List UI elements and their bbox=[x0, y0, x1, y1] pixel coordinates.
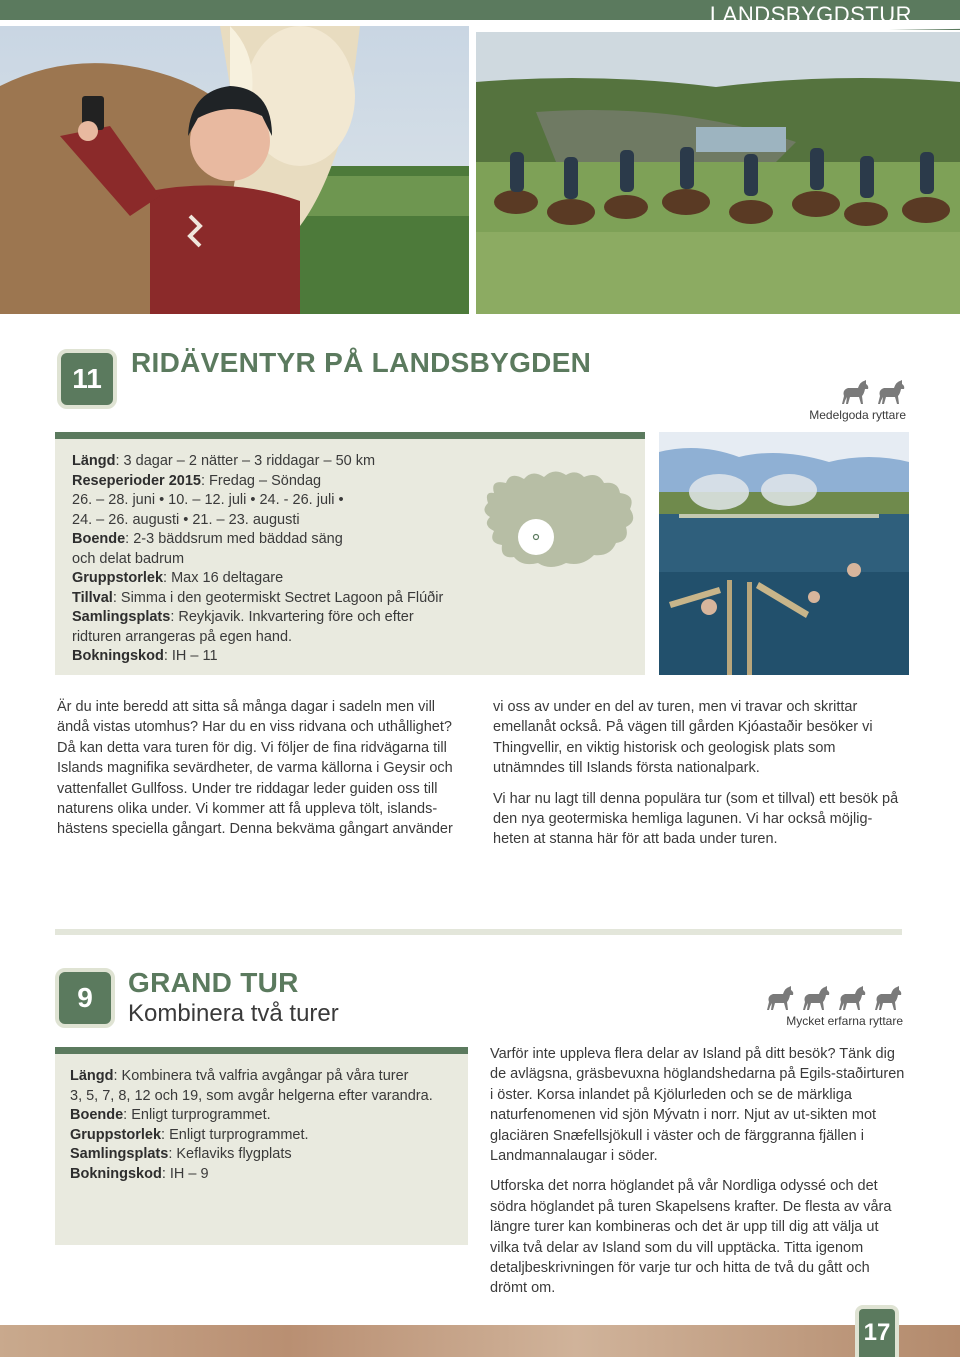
info-label: Tillval bbox=[72, 589, 113, 606]
info-line bbox=[72, 569, 492, 589]
info-label: Gruppstorlek bbox=[72, 570, 164, 586]
info-line bbox=[70, 1106, 465, 1126]
info-label: Bokningskod bbox=[72, 648, 164, 664]
footer-band bbox=[0, 1325, 960, 1357]
tour-info-box bbox=[55, 432, 645, 675]
photo-geothermal-lagoon bbox=[659, 432, 909, 675]
info-value: 26. – 28. juni • 10. – 12. juli • 24. - 26. juli • bbox=[72, 492, 344, 508]
info-value: : IH – 9 bbox=[161, 1165, 209, 1182]
tour-description-right bbox=[493, 697, 903, 850]
info-line bbox=[72, 550, 492, 570]
horse-icon bbox=[799, 984, 831, 1014]
info-value: : IH – 11 bbox=[163, 648, 218, 664]
info-line bbox=[70, 1145, 465, 1165]
paragraph: Vi har nu lagt till denna populära tur (som et tillval) ett besök på den nya geotermiska hemliga lagunen. Vi har också möjlig-heten at stanna här för att bada under turen. bbox=[493, 790, 899, 848]
info-line bbox=[72, 511, 492, 531]
section-divider bbox=[55, 929, 902, 935]
info-value: ridturen arrangeras på egen hand. bbox=[72, 628, 293, 645]
paragraph: Utforska det norra höglandet på vår Nordliga odyssé och det södra höglandet på turen Skapelsens krafter. De flesta av våra längre turer kan kombineras och det är upp till dig att välja ut vilka två delar av Island som du vill upptäcka. Titta igenom detaljbeskrivningen för varje tur och hitta de två du gått och drömt om. bbox=[490, 1178, 892, 1297]
info-label: Boende bbox=[70, 1107, 124, 1123]
difficulty-label: Mycket erfarna ryttare bbox=[786, 1014, 903, 1028]
info-value: : Kombinera två valfria avgångar på våra turer bbox=[113, 1068, 409, 1084]
info-label: Samlingsplats bbox=[72, 609, 171, 625]
info-value: : Enligt turprogrammet. bbox=[161, 1126, 309, 1143]
difficulty-label: Medelgoda ryttare bbox=[809, 408, 906, 422]
tour-title: RIDÄVENTYR PÅ LANDSBYGDEN bbox=[131, 347, 592, 378]
info-value: : 3 dagar – 2 nätter – 3 riddagar – 50 km bbox=[115, 453, 376, 469]
info-label: Bokningskod bbox=[70, 1165, 162, 1182]
info-label: Längd bbox=[72, 453, 116, 469]
info-label: Samlingsplats bbox=[70, 1146, 169, 1162]
info-line bbox=[72, 530, 492, 550]
tour-description-left: Är du inte beredd att sitta så många dagar i sadeln men vill ändå vistas utomhus? Har du en viss ridvana och uthållighet? Då kan detta vara turen för dig. Vi följer de fina ridvägarna till Islands magnifika sevärdheter, de varma källorna i Geysir och vattenfallet Gullfoss. Under tre riddagar leder guiden oss till naturens olika under. Vi kommer att få uppleva tölt, islands-hästens speciella gångart. Denna bekväma gångart använder bbox=[57, 699, 453, 838]
horse-rating bbox=[740, 984, 903, 1014]
info-line bbox=[72, 589, 492, 609]
info-value: : 2-3 bäddsrum med bäddad säng bbox=[125, 531, 343, 547]
info-line bbox=[72, 452, 492, 472]
tour-info-list bbox=[72, 452, 492, 667]
horse-icon bbox=[763, 984, 795, 1014]
tour-subtitle: Kombinera två turer bbox=[128, 1000, 339, 1027]
info-value: och delat badrum bbox=[72, 550, 185, 567]
section-header-title: LANDSBYGDSTUR bbox=[709, 2, 912, 27]
info-value: : Fredag – Söndag bbox=[200, 472, 322, 489]
info-line bbox=[72, 608, 492, 628]
info-line bbox=[70, 1067, 465, 1087]
tour-info-box bbox=[55, 1047, 468, 1245]
info-line bbox=[72, 647, 492, 667]
page-number: 17 bbox=[855, 1305, 899, 1357]
horse-icon bbox=[871, 984, 903, 1014]
info-line bbox=[72, 472, 492, 492]
info-line bbox=[70, 1087, 465, 1107]
tour-description-right bbox=[490, 1044, 905, 1299]
info-label: Boende bbox=[72, 531, 126, 547]
tour-info-list bbox=[70, 1067, 465, 1184]
info-label: Längd bbox=[70, 1068, 114, 1084]
paragraph: Varför inte uppleva flera delar av Island på ditt besök? Tänk dig de avlägsna, gräsbevuxna höglandshedarna på Egils-staðirturen i öster. Korsa inlandet på Kjölurleden och se de märkliga naturfenomenen vid sjön Mývatn i norr. Njut av ut-sikten mot glaciären Snæfellsjökull i väster och de färggranna fjällen i Landmannalaugar i söder. bbox=[490, 1046, 905, 1165]
difficulty-indicator bbox=[740, 984, 903, 1028]
info-label: Reseperioder 2015 bbox=[72, 472, 201, 489]
tour-number-badge: 11 bbox=[57, 349, 117, 409]
horse-icon bbox=[835, 984, 867, 1014]
info-value: 3, 5, 7, 8, 12 och 19, som avgår helgerna efter varandra. bbox=[70, 1087, 433, 1104]
info-value: : Enligt turprogrammet. bbox=[123, 1107, 271, 1123]
info-value: : Simma i den geotermiskt Sectret Lagoon på Flúðir bbox=[112, 589, 444, 606]
info-value: : Max 16 deltagare bbox=[163, 570, 284, 586]
difficulty-indicator bbox=[760, 378, 906, 422]
info-value: : Reykjavik. Inkvartering före och efter bbox=[170, 609, 414, 625]
info-label: Gruppstorlek bbox=[70, 1126, 162, 1143]
paragraph: vi oss av under en del av turen, men vi travar och skrittar emellanåt också. På vägen till gården Kjóastaðir besöker vi Thingvellir, en viktig historisk och geologisk plats som utnämndes till Islands första nationalpark. bbox=[493, 699, 873, 777]
horse-rating bbox=[760, 378, 906, 408]
info-value: : Keflaviks flygplats bbox=[168, 1146, 292, 1162]
tour-title: GRAND TUR bbox=[128, 967, 299, 998]
horse-icon bbox=[874, 378, 906, 408]
info-value: 24. – 26. augusti • 21. – 23. augusti bbox=[72, 511, 300, 528]
info-line bbox=[70, 1165, 465, 1185]
info-line bbox=[72, 628, 492, 648]
photo-riders-group bbox=[476, 32, 960, 314]
iceland-map bbox=[480, 463, 640, 578]
tour-number-badge: 9 bbox=[55, 968, 115, 1028]
info-line bbox=[72, 491, 492, 511]
info-line bbox=[70, 1126, 465, 1146]
horse-icon bbox=[838, 378, 870, 408]
photo-girl-with-horse bbox=[0, 26, 469, 314]
